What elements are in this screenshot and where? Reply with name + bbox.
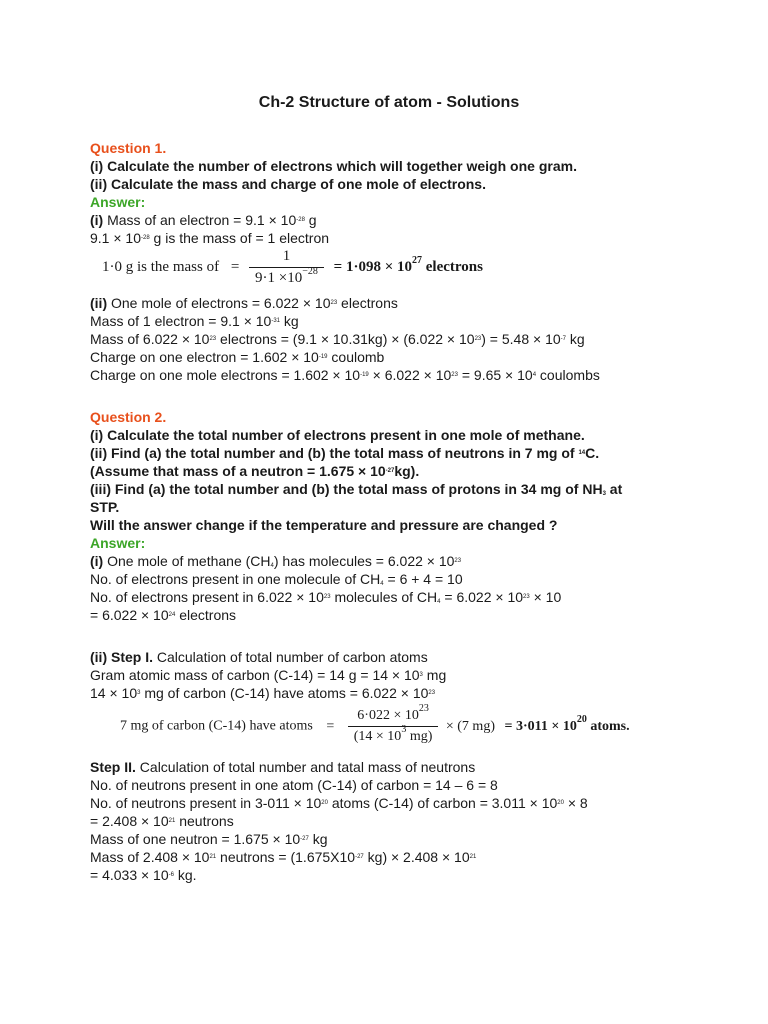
answer-heading: Answer: (90, 194, 146, 210)
answer-line: = $6.022 \times 10^{24}$ electrons (90, 607, 237, 623)
question-1 (90, 139, 577, 247)
answer-line: No. of electrons present in one molecule of $CH_4 = 6 + 4 = 10$ (90, 571, 463, 587)
question-2-step-1 (90, 648, 446, 702)
answer-line: No. of neutrons present in $3-011 \times 10^{20}$ atoms (C-14) of carbon = $3.011 \times 10^{20} \times 8$ (90, 795, 588, 811)
answer-line: Mass of $2.408 \times 10^{21}$ neutrons = ($1.675X10^{-27}$ $kg) \times 2.408 \times 10^{21}$ (90, 849, 477, 865)
answer-line: Mass of one neutron = $1.675 \times 10^{-27}$ kg (90, 831, 328, 847)
formula-electrons-per-gram: 1·0 g is the mass of = $\frac{1}{9\cdot 1 \times 10^{-28}}$ = $1\cdot 098 \times 10^{27}$ electrons (102, 248, 483, 286)
answer-line: Charge on one mole electrons = $1.602 \times 10^{-19} \times 6.022 \times 10^{23} = 9.65 \times 10^4$ coulombs (90, 367, 600, 383)
answer-heading: Answer: (90, 535, 146, 551)
answer-line: Charge on one electron = $1.602 \times 10^{-19}$ coulomb (90, 349, 385, 365)
answer-line: Step II. Calculation of total number and tatal mass of neutrons (90, 759, 476, 775)
question-text: (i) Calculate the number of electrons which will together weigh one gram. (90, 158, 577, 174)
question-text: Will the answer change if the temperature and pressure are changed ? (90, 517, 558, 533)
question-heading: Question 1. (90, 140, 167, 156)
answer-line: $9.1 \times 10^{-28}$ g is the mass of = 1 electron (90, 230, 330, 246)
answer-line: (ii) Step I. Calculation of total number of carbon atoms (90, 649, 428, 665)
question-text: (ii) Find (a) the total number and (b) the total mass of neutrons in 7 mg of $^{14}$C. (90, 445, 600, 461)
fraction: $\frac{6\cdot 022 \times 10^{23}}{(14 \times 10^3 mg)}$ (348, 708, 439, 745)
fraction: $\frac{1}{9\cdot 1 \times 10^{-28}}$ (249, 248, 324, 287)
question-1-part-ii (90, 294, 600, 384)
answer-line: = $2.408 \times 10^{21}$ neutrons (90, 813, 234, 829)
question-text: (ii) Calculate the mass and charge of one mole of electrons. (90, 176, 486, 192)
question-2-step-2 (90, 758, 588, 884)
answer-line: $14 \times 10^3$ mg of carbon (C-14) have atoms = $6.022 \times 10^{23}$ (90, 685, 436, 701)
answer-line: Mass of 1 electron = $9.1 \times 10^{-31}$ kg (90, 313, 299, 329)
answer-line: No. of neutrons present in one atom (C-14) of carbon = 14 – 6 = 8 (90, 777, 498, 793)
question-text: STP. (90, 499, 120, 515)
answer-line: = $4.033 \times 10^{-6}$ kg. (90, 867, 197, 883)
answer-line: (i) One mole of methane $(CH_4)$ has molecules = $6.022 \times 10^{23}$ (90, 553, 462, 569)
answer-line: (i) Mass of an electron = $9.1 \times 10^{-28}$ g (90, 212, 317, 228)
question-heading: Question 2. (90, 409, 167, 425)
answer-line: No. of electrons present in $6.022 \times 10^{23}$ molecules of $CH_4 = 6.022 \times 10^{23} \times 10$ (90, 589, 562, 605)
page-title: Ch-2 Structure of atom - Solutions (258, 94, 520, 111)
question-text: (i) Calculate the total number of electrons present in one mole of methane. (90, 427, 585, 443)
question-2 (90, 408, 622, 624)
question-text: (Assume that mass of a neutron = $1.675 \times 10^{-27}kg$). (90, 463, 420, 479)
answer-line: (ii) One mole of electrons = $6.022 \times 10^{23}$ electrons (90, 295, 398, 311)
formula-carbon-atoms: 7 mg of carbon (C-14) have atoms = $\frac{6\cdot 022 \times 10^{23}}{(14 \times 10^3 mg)}$ × (7 $mg) = 3\cdot 011 \times 10^{20}$ atoms. (120, 703, 630, 744)
answer-line: Mass of $6.022 \times 10^{23}$ electrons = $(9.1 \times 10.31kg) \times (6.022 \times 10^{23}) = 5.48 \times 10^{-7}$ kg (90, 331, 585, 347)
question-text: (iii) Find (a) the total number and (b) the total mass of protons in 34 mg of $NH_3$ at (90, 481, 623, 497)
answer-line: Gram atomic mass of carbon (C-14) = 14 $g = 14 \times 10^3$ mg (90, 667, 447, 683)
